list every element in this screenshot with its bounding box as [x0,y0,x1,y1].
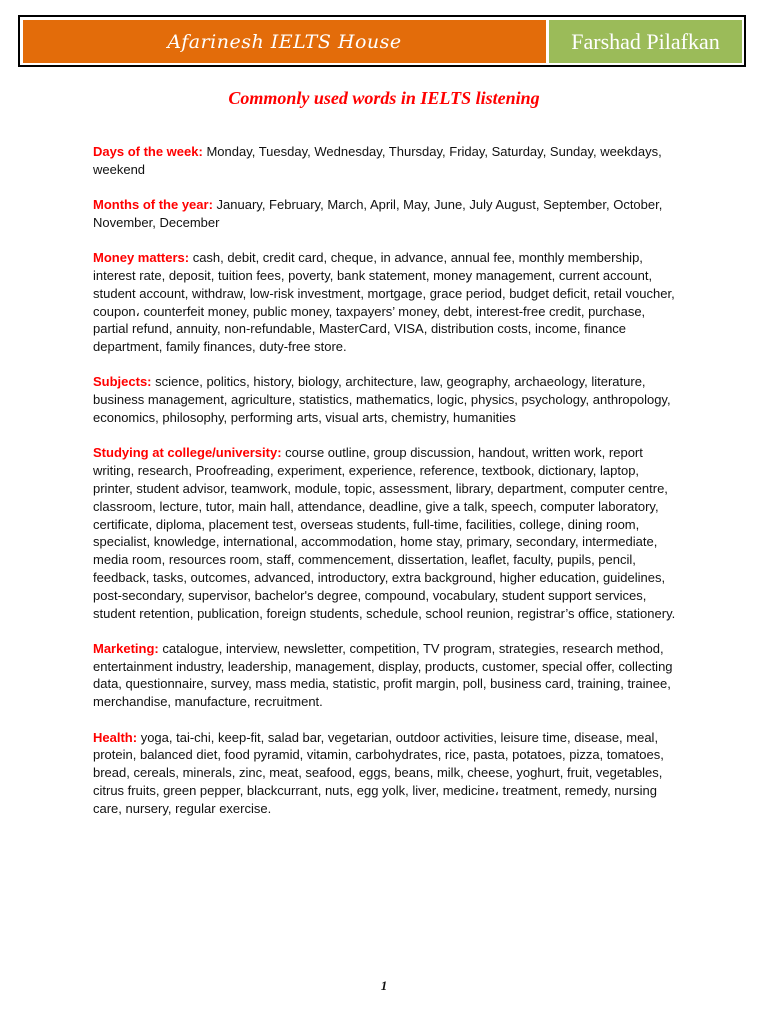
page-number: 1 [380,978,388,993]
section-text: cash, debit, credit card, cheque, in advance, annual fee, monthly membership, interest rate, deposit, tuition fees, poverty, bank statement, money management, current account, student account, withdraw, low-risk investment, mortgage, grace period, budget deficit, retail voucher, coupon، counterfeit money, public money, taxpayers’ money, debt, interest-free credit, purchase, partial refund, annuity, non-refundable, MasterCard, VISA, distribution costs, income, finance department, family finances, duty-free store. [93,250,675,355]
section-studying [93,444,681,622]
section-label: Subjects: [93,374,152,390]
document-body [93,143,681,835]
section-label: Money matters: [93,250,190,266]
header-banner [18,15,746,67]
section-marketing [93,640,681,711]
section-subjects [93,373,681,426]
section-label: Marketing: [93,640,159,656]
section-text: Monday, Tuesday, Wednesday, Thursday, Friday, Saturday, Sunday, weekdays, weekend [93,144,662,177]
section-label: Months of the year: [93,197,213,213]
section-text: course outline, group discussion, handout, written work, report writing, research, Proofreading, experiment, experience, reference, textbook, dictionary, laptop, printer, student advisor, teamwork, module, topic, assessment, library, department, computer centre, classroom, lecture, tutor, main hall, attendance, deadline, give a talk, speech, computer laboratory, certificate, diploma, placement test, overseas students, full-time, facilities, college, dining room, specialist, knowledge, international, accommodation, home stay, primary, secondary, intermediate, media room, resources room, staff, commencement, dissertation, leaflet, faculty, pupils, pencil, feedback, tasks, outcomes, advanced, introductory, extra background, higher education, guidelines, post-secondary, supervisor, bachelor's degree, compound, vocabulary, student support services, student retention, publication, foreign students, schedule, school reunion, registrar’s office, stationery. [93,445,676,621]
header-school-box [23,20,546,63]
school-name: Afarinesh IELTS House [167,30,402,53]
section-money [93,249,681,356]
section-health [93,729,681,818]
section-text: yoga, tai-chi, keep-fit, salad bar, vegetarian, outdoor activities, leisure time, disease, meal, protein, balanced diet, food pyramid, vitamin, carbohydrates, rice, pasta, potatoes, pizza, tomatoes, bread, cereals, minerals, zinc, meat, seafood, eggs, beans, milk, cheese, yoghurt, fruit, vegetables, citrus fruits, green pepper, blackcurrant, nuts, egg yolk, liver, medicine، treatment, remedy, nursing care, nursery, regular exercise. [93,729,664,816]
section-text: January, February, March, April, May, June, July August, September, October, November, December [93,197,663,230]
section-label: Health: [93,729,138,745]
section-label: Studying at college/university: [93,445,282,461]
section-days [93,143,681,179]
section-months [93,196,681,232]
author-name: Farshad Pilafkan [571,28,720,54]
section-text: catalogue, interview, newsletter, competition, TV program, strategies, research method, entertainment industry, leadership, management, display, products, customer, special offer, collecting data, questionnaire, survey, mass media, statistic, profit margin, poll, business card, training, trainee, merchandise, manufacture, recruitment. [93,640,673,710]
section-label: Days of the week: [93,144,203,159]
header-author-box [549,20,742,63]
document-title: Commonly used words in IELTS listening [228,88,540,108]
section-text: science, politics, history, biology, architecture, law, geography, archaeology, literature, business management, agriculture, statistics, mathematics, logic, physics, psychology, anthropology, economics, philosophy, performing arts, visual arts, chemistry, humanities [93,374,671,426]
